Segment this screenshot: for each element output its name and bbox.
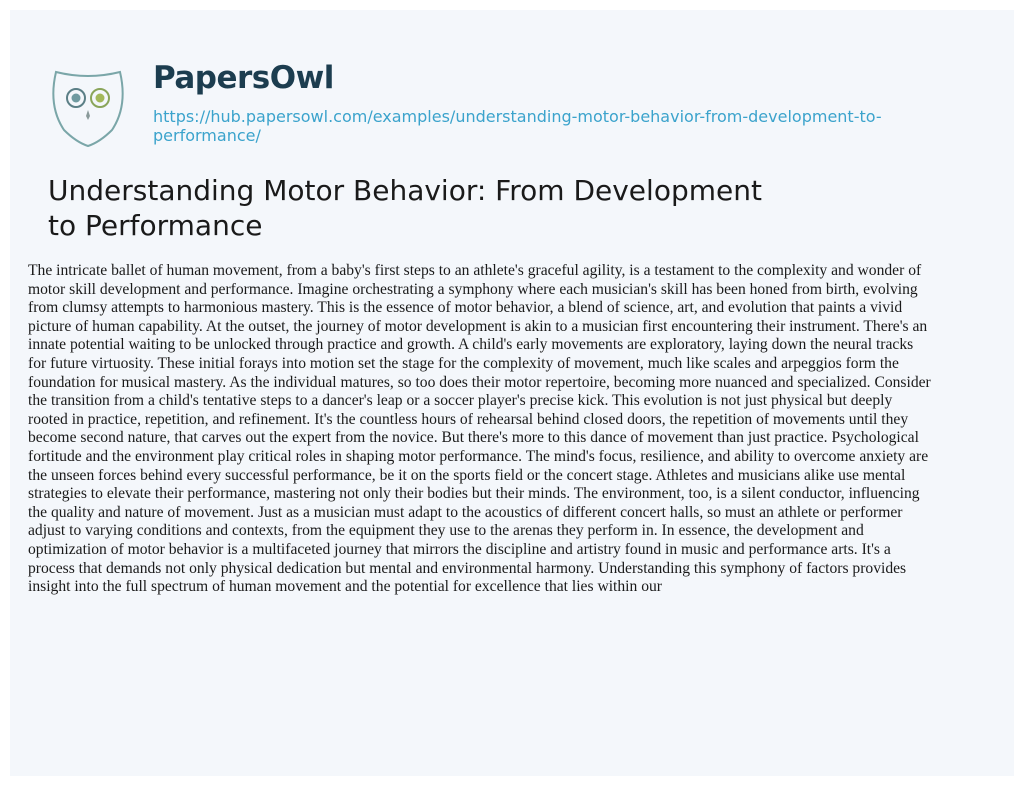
body-line: strategies to elevate their performance, mastering not only their bodies but their minds. The environment, too, is a silent conductor, influencing: [28, 485, 920, 503]
body-line: adjust to varying conditions and contexts, from the equipment they use to the arenas they perform in. In essence, the development and: [28, 522, 864, 540]
body-line: optimization of motor behavior is a multifaceted journey that mirrors the discipline and artistry found in music and performance arts. It's a: [28, 540, 891, 558]
body-line: the quality and nature of movement. Just as a musician must adapt to the acoustics of different concert halls, so must an athlete or performer: [28, 503, 903, 521]
body-line: innate potential waiting to be unlocked through practice and growth. A child's early movements are exploratory, laying down the neural tracks: [28, 336, 914, 354]
body-line: for future virtuosity. These initial forays into motion set the stage for the complexity of movement, much like scales and arpeggios form the: [28, 354, 899, 372]
body-line: The intricate ballet of human movement, from a baby's first steps to an athlete's graceful agility, is a testament to the complexity and wonder of: [28, 262, 922, 279]
title-line: to Performance: [48, 209, 263, 242]
essay-body: [28, 262, 1018, 597]
title-line: Understanding Motor Behavior: From Development: [48, 174, 762, 207]
url-line[interactable]: performance/: [153, 126, 261, 145]
body-line: foundation for musical mastery. As the individual matures, so too does their motor repertoire, becoming more nuanced and specialized. Consider: [28, 373, 931, 391]
body-line: insight into the full spectrum of human movement and the potential for excellence that lies within our: [28, 578, 662, 596]
body-line: the transition from a child's tentative steps to a dancer's leap or a soccer player's precise kick. This evolution is not just physical but deeply: [28, 392, 893, 410]
body-line: picture of human capability. At the outset, the journey of motor development is akin to a musician first encountering their instrument. There's an: [28, 317, 928, 335]
brand-name: PapersOwl: [153, 60, 334, 96]
body-line: motor skill development and performance. Imagine orchestrating a symphony where each musician's skill has been honed from birth, evolving: [28, 280, 918, 298]
page-title: [48, 173, 768, 243]
source-url-link[interactable]: [153, 107, 953, 145]
body-line: from clumsy attempts to harmonious mastery. This is the essence of motor behavior, a blend of science, art, and evolution that paints a vivid: [28, 299, 903, 317]
body-line: fortitude and the environment play critical roles in shaping motor performance. The mind's focus, resilience, and ability to overcome anxiety are: [28, 447, 929, 465]
papersowl-owl-logo-icon: [50, 66, 126, 148]
body-line: the unseen forces behind every successful performance, be it on the sports field or the concert stage. Athletes and musicians alike use mental: [28, 466, 906, 484]
body-line: rooted in practice, repetition, and refinement. It's the countless hours of rehearsal behind closed doors, the repetition of movements until they: [28, 410, 909, 428]
body-line: become second nature, that carves out the expert from the novice. But there's more to this dance of movement than just practice. Psychological: [28, 429, 919, 447]
body-line: process that demands not only physical dedication but mental and environmental harmony. Understanding this symphony of factors provides: [28, 559, 907, 577]
url-line[interactable]: https://hub.papersowl.com/examples/understanding-motor-behavior-from-development-to-: [153, 107, 882, 126]
